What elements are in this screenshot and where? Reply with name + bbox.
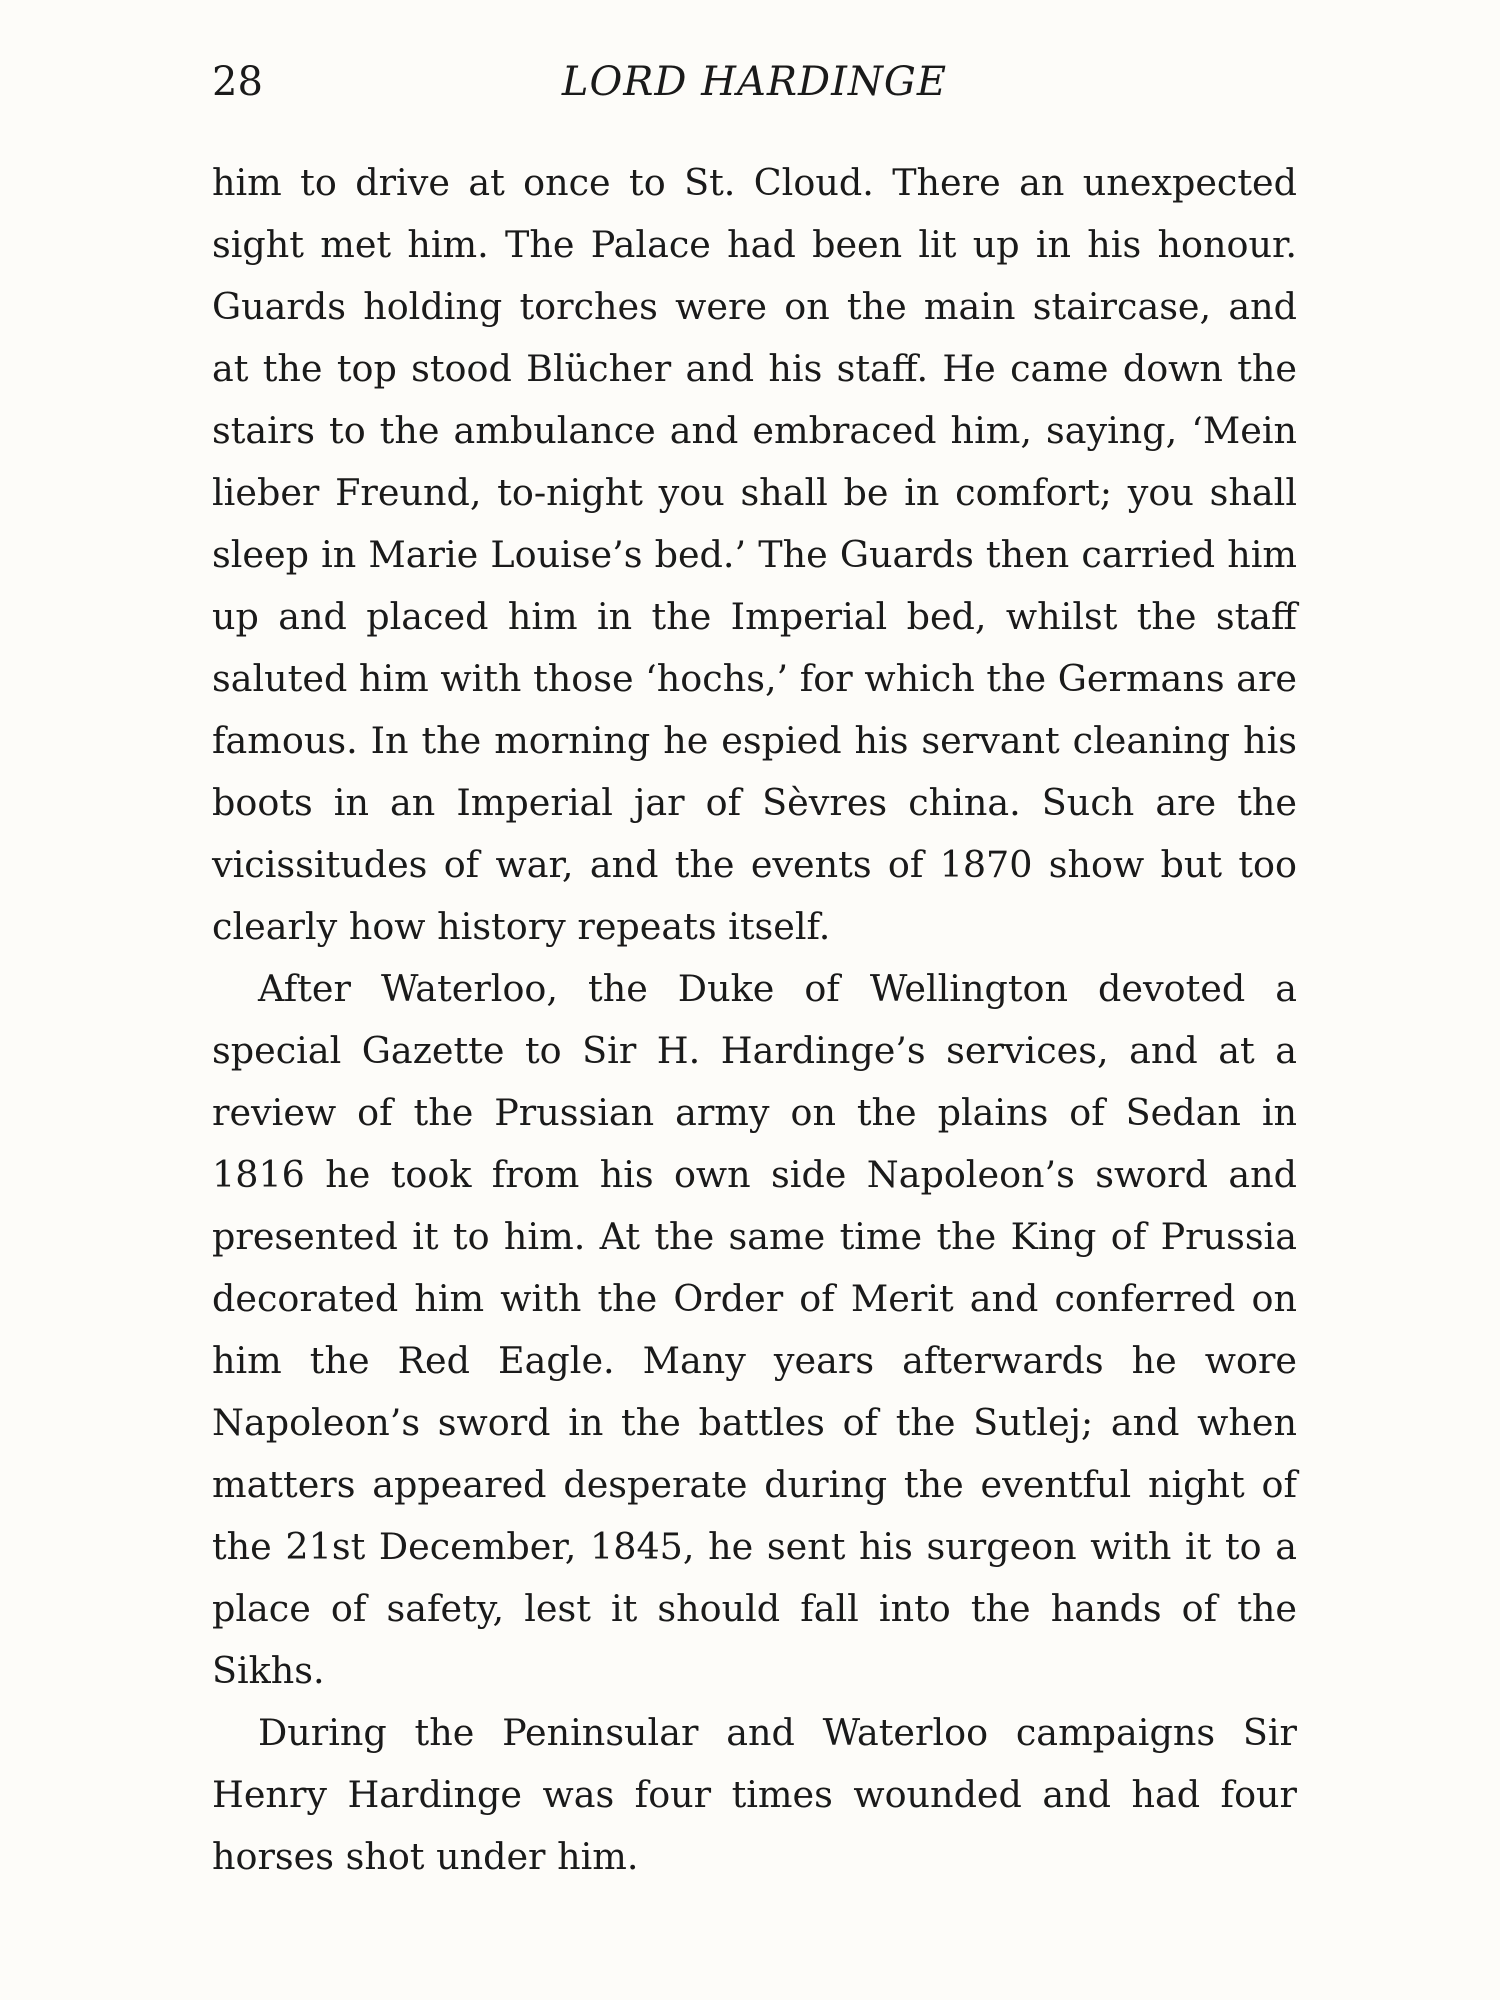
paragraph-wounds: During the Peninsular and Waterloo campaigns Sir Henry Hardinge was four times wounded and had four horses shot under him. <box>212 1711 1297 1878</box>
paragraph-waterloo-gazette: After Waterloo, the Duke of Wellington devoted a special Gazette to Sir H. Hardinge’s services, and at a review of the Prussian army on the plains of Sedan in 1816 he took from his own side Napoleon’s sword and presented it to him. At the same time the King of Prussia decorated him with the Order of Merit and conferred on him the Red Eagle. Many years afterwards he wore Napoleon’s sword in the battles of the Sutlej; and when matters appeared desperate during the eventful night of the 21st December, 1845, he sent his surgeon with it to a place of safety, lest it should fall into the hands of the Sikhs. <box>212 967 1297 1692</box>
paragraph-continued: him to drive at once to St. Cloud. There an unexpected sight met him. The Palace had been lit up in his honour. Guards holding torches were on the main staircase, and at the top stood Blücher and his staff. He came down the stairs to the ambulance and embraced him, saying, ‘Mein lieber Freund, to-night you shall be in comfort; you shall sleep in Marie Louise’s bed.’ The Guards then carried him up and placed him in the Imperial bed, whilst the staff saluted him with those ‘hochs,’ for which the Germans are famous. In the morning he espied his servant cleaning his boots in an Imperial jar of Sèvres china. Such are the vicissitudes of war, and the events of 1870 show but too clearly how history repeats itself. <box>212 161 1297 948</box>
page-number: 28 <box>212 59 263 105</box>
running-title: LORD HARDINGE <box>561 59 948 105</box>
body-text <box>212 152 1297 1888</box>
page-header <box>212 52 1297 112</box>
